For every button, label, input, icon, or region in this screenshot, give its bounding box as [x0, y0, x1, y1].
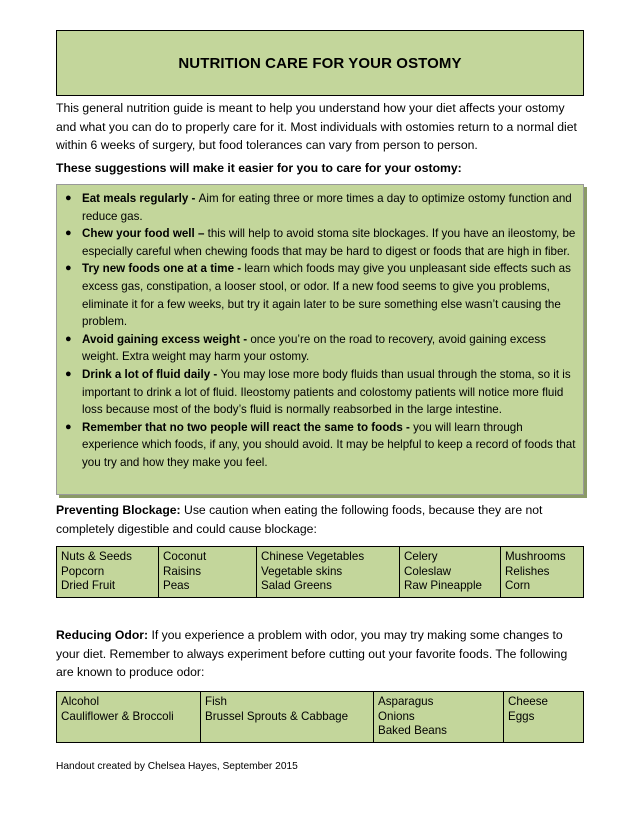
food-column — [501, 547, 584, 598]
tip-text: this will help to avoid stoma site blockages. If you have an ileostomy, be especially careful when chewing foods that may be hard to digest or foods that are high in fiber. — [82, 227, 576, 258]
tip-text: learn which foods may give you unpleasant side effects such as excess gas, constipation, a looser stool, or odor. If a new food seems to give you problems, eliminate it for a few weeks, but try it again later to be sure something else wasn’t causing the problem. — [82, 262, 571, 329]
food-item: Dried Fruit — [61, 579, 116, 593]
food-item: Brussel Sprouts & Cabbage — [205, 709, 349, 723]
tips-box — [56, 184, 584, 495]
tip-text: You may lose more body fluids than usual through the stoma, so it is important to drink a lot of fluid. Ileostomy patients and colostomy patients will notice more fluid loss because most of the body’s fluid is normally reabsorbed in the large intestine. — [82, 367, 571, 417]
food-item: Alcohol — [61, 695, 100, 708]
food-item: Baked Beans — [378, 724, 447, 738]
tip-item — [65, 419, 577, 472]
food-item: Eggs — [508, 709, 535, 723]
blockage-paragraph — [56, 501, 586, 538]
table-row — [57, 547, 584, 598]
table-row — [57, 692, 584, 743]
food-column — [57, 547, 159, 598]
food-item: Corn — [505, 579, 531, 593]
tip-text: you will learn through experience which foods, if any, you should avoid. It may be helpful to keep a record of foods that you try and how they make you feel. — [82, 420, 576, 469]
food-item: Peas — [163, 579, 190, 593]
bullet-icon: ● — [65, 192, 72, 204]
blockage-foods-table — [56, 546, 584, 598]
tip-title: Avoid gaining excess weight - — [82, 332, 251, 346]
intro-paragraph: This general nutrition guide is meant to help you understand how your diet affects your ostomy and what you can do to properly care for it. Most individuals with ostomies return to a normal diet within 6 weeks of surgery, but food tolerances can vary from person to person. — [56, 101, 577, 152]
food-item: Onions — [378, 709, 415, 723]
suggestions-heading: These suggestions will make it easier for you to care for your ostomy: — [56, 161, 462, 175]
food-item: Cheese — [508, 695, 548, 708]
food-item: Fish — [205, 695, 227, 708]
food-item: Mushrooms — [505, 550, 566, 563]
bullet-icon: ● — [65, 367, 72, 380]
blockage-label: Preventing Blockage: — [56, 503, 181, 517]
title-box — [56, 30, 584, 96]
food-column — [159, 547, 257, 598]
food-column — [374, 692, 504, 743]
food-item: Coleslaw — [404, 564, 452, 578]
food-column — [504, 692, 584, 743]
food-item: Coconut — [163, 550, 207, 563]
food-item: Raisins — [163, 564, 202, 578]
tip-title: Eat meals regularly - — [82, 192, 199, 205]
food-item: Nuts & Seeds — [61, 550, 132, 563]
food-item: Asparagus — [378, 695, 434, 708]
bullet-icon: ● — [65, 420, 72, 433]
tip-title: Try new foods one at a time - — [82, 262, 245, 276]
tip-text: Aim for eating three or more times a day to optimize ostomy function and reduce gas. — [82, 192, 572, 223]
tip-item — [65, 260, 577, 330]
odor-foods-table — [56, 691, 584, 743]
food-item: Chinese Vegetables — [261, 550, 365, 563]
odor-paragraph — [56, 626, 586, 682]
tip-text: once you’re on the road to recovery, avoid gaining excess weight. Extra weight may harm your ostomy. — [82, 332, 546, 364]
food-item: Celery — [404, 550, 438, 563]
tip-item — [65, 190, 577, 225]
food-column — [201, 692, 374, 743]
footer-credit: Handout created by Chelsea Hayes, September 2015 — [56, 761, 298, 772]
tip-title: Chew your food well – — [82, 227, 208, 241]
food-item: Vegetable skins — [261, 564, 343, 578]
bullet-icon: ● — [65, 332, 72, 345]
bullet-icon: ● — [65, 262, 72, 275]
tip-item — [65, 366, 577, 419]
tip-item — [65, 225, 577, 260]
tip-title: Drink a lot of fluid daily - — [82, 367, 221, 381]
odor-label: Reducing Odor: — [56, 628, 149, 642]
odor-text: If you experience a problem with odor, you may try making some changes to your diet. Remember to always experiment before cutting out your favorite foods. The following are known to produce odor: — [56, 628, 568, 679]
page-title: NUTRITION CARE FOR YOUR OSTOMY — [178, 54, 462, 72]
tip-title: Remember that no two people will react the same to foods - — [82, 420, 414, 434]
food-item: Raw Pineapple — [404, 579, 482, 593]
tip-item — [65, 331, 577, 366]
tips-list — [65, 190, 577, 472]
food-item: Cauliflower & Broccoli — [61, 709, 174, 723]
bullet-icon: ● — [65, 227, 72, 240]
food-column — [257, 547, 400, 598]
blockage-text: Use caution when eating the following foods, because they are not completely digestible and could cause blockage: — [56, 503, 543, 536]
food-item: Relishes — [505, 564, 550, 578]
food-column — [57, 692, 201, 743]
food-item: Popcorn — [61, 564, 105, 578]
food-column — [400, 547, 501, 598]
food-item: Salad Greens — [261, 579, 332, 593]
